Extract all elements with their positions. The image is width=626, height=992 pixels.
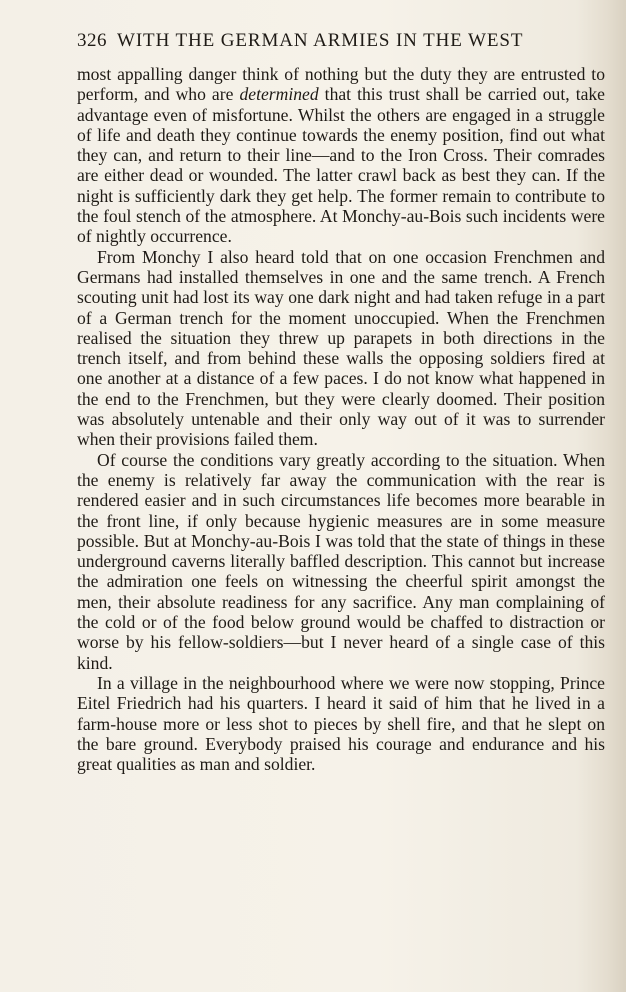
paragraph-3: Of course the conditions vary greatly according to the situation. When the enemy is relatively far away the communication with the rear is rendered easier and in such circumstances life becomes more bearable in the front line, if only because hygienic measures are in some measure possible. But at Monchy-au-Bois I was told that the state of things in these underground caverns literally baffled description. This cannot but increase the admiration one feels on witnessing the cheerful spirit amongst the men, their absolute readiness for any sacrifice. Any man complaining of the cold or of the food below ground would be chaffed to distraction or worse by his fellow-soldiers—but I never heard of a single case of this kind. xyxy=(77,449,605,673)
paragraph-1 xyxy=(77,64,605,247)
page-number: 326 xyxy=(77,30,107,51)
running-title: WITH THE GERMAN ARMIES IN THE WEST xyxy=(117,30,524,51)
emphasis-determined: determined xyxy=(239,84,319,105)
paragraph-1-text-a: most appalling danger think of nothing but the duty they are entrusted to perform, and who are xyxy=(77,64,605,105)
body-text xyxy=(77,64,605,774)
paragraph-2: From Monchy I also heard told that on one occasion Frenchmen and Germans had installed themselves in one and the same trench. A French scouting unit had lost its way one dark night and had taken refuge in a part of a German trench for the moment unoccupied. When the Frenchmen realised the situation they threw up parapets in both directions in the trench itself, and from behind these walls the opposing soldiers fired at one another at a distance of a few paces. I do not know what happened in the end to the Frenchmen, but they were clearly doomed. Their position was absolutely untenable and their only way out of it was to surrender when their provisions failed them. xyxy=(77,246,605,450)
running-header xyxy=(77,30,607,56)
paragraph-4: In a village in the neighbourhood where we were now stopping, Prince Eitel Friedrich had his quarters. I heard it said of him that he lived in a farm-house more or less shot to pieces by shell fire, and that he slept on the bare ground. Everybody praised his courage and endurance and his great qualities as man and soldier. xyxy=(77,672,605,775)
paragraph-1-text-b: that this trust shall be carried out, take advantage even of misfortune. Whilst the others are engaged in a struggle of life and death they continue towards the enemy position, find out what they can, and return to their line—and to the Iron Cross. Their comrades are either dead or wounded. The latter crawl back as best they can. If the night is sufficiently dark they get help. The former remain to contribute to the foul stench of the atmosphere. At Monchy-au-Bois such incidents were of nightly occurrence. xyxy=(77,84,605,247)
